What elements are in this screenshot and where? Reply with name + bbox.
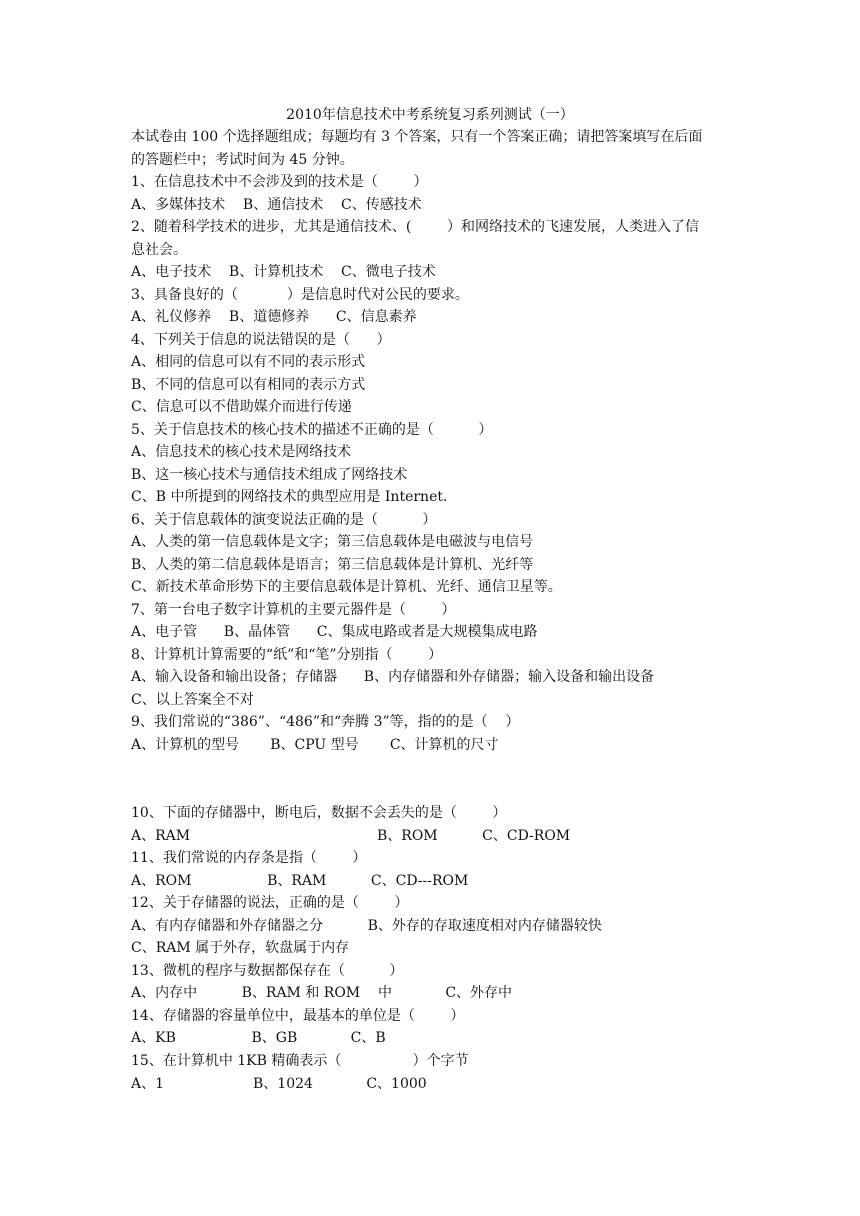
question-line: A、计算机的型号 B、CPU 型号 C、计算机的尺寸 [131, 737, 499, 753]
question-line: 12、关于存储器的说法，正确的是（ ） [131, 895, 409, 911]
question-line: 11、我们常说的内存条是指（ ） [131, 850, 367, 866]
question-line: A、礼仪修养 B、道德修养 C、信息素养 [131, 309, 417, 325]
question-line: 10、下面的存储器中，断电后，数据不会丢失的是（ ） [131, 805, 507, 821]
question-line: C、B 中所提到的网络技术的典型应用是 Internet. [131, 489, 448, 505]
question-line: A、ROM B、RAM C、CD---ROM [131, 873, 469, 889]
question-line: 9、我们常说的“386”、“486”和“奔腾 3”等，指的的是（ ） [131, 714, 520, 730]
question-line: A、RAM B、ROM C、CD-ROM [131, 828, 571, 844]
question-line: 13、微机的程序与数据都保存在（ ） [131, 963, 404, 979]
question-line: C、以上答案全不对 [131, 692, 254, 708]
question-line: A、信息技术的核心技术是网络技术 [131, 444, 352, 460]
intro-line: 的答题栏中；考试时间为 45 分钟。 [131, 152, 354, 168]
question-line: 15、在计算机中 1KB 精确表示（ ）个字节 [131, 1053, 469, 1069]
question-line: 1、在信息技术中不会涉及到的技术是（ ） [131, 174, 428, 190]
question-line: B、这一核心技术与通信技术组成了网络技术 [131, 467, 408, 483]
question-line: A、电子技术 B、计算机技术 C、微电子技术 [131, 264, 436, 280]
question-line: 6、关于信息载体的演变说法正确的是（ ） [131, 512, 437, 528]
question-line: A、输入设备和输出设备；存储器 B、内存储器和外存储器；输入设备和输出设备 [131, 669, 655, 685]
question-line: A、1 B、1024 C、1000 [131, 1076, 427, 1092]
question-line: A、相同的信息可以有不同的表示形式 [131, 354, 366, 370]
question-line: 8、计算机计算需要的“纸”和“笔”分别指（ ） [131, 647, 443, 663]
intro-line: 本试卷由 100 个选择题组成；每题均有 3 个答案，只有一个答案正确；请把答案填写在后面 [131, 129, 703, 145]
question-line: B、人类的第二信息载体是语言；第三信息载体是计算机、光纤等 [131, 557, 534, 573]
question-line: C、RAM 属于外存，软盘属于内存 [131, 940, 350, 956]
question-line: C、信息可以不借助媒介而进行传递 [131, 399, 352, 415]
question-line: 14、存储器的容量单位中，最基本的单位是（ ） [131, 1008, 465, 1024]
question-line: A、人类的第一信息载体是文字；第三信息载体是电磁波与电信号 [131, 534, 534, 550]
question-line: A、内存中 B、RAM 和 ROM 中 C、外存中 [131, 985, 513, 1001]
question-line: 3、具备良好的（ ）是信息时代对公民的要求。 [131, 287, 469, 303]
question-line: A、电子管 B、晶体管 C、集成电路或者是大规模集成电路 [131, 624, 538, 640]
question-line: 2、随着科学技术的进步，尤其是通信技术、( ）和网络技术的飞速发展，人类进入了信 [131, 219, 699, 235]
page-title: 2010年信息技术中考系统复习系列测试（一） [286, 107, 574, 123]
question-line: 7、第一台电子数字计算机的主要元器件是（ ） [131, 602, 456, 618]
question-line: 息社会。 [131, 242, 187, 258]
question-line: 5、关于信息技术的核心技术的描述不正确的是（ ） [131, 422, 493, 438]
question-line: C、新技术革命形势下的主要信息载体是计算机、光纤、通信卫星等。 [131, 579, 562, 595]
question-line: A、KB B、GB C、B [131, 1030, 386, 1046]
question-line: A、多媒体技术 B、通信技术 C、传感技术 [131, 197, 422, 213]
question-line: A、有内存储器和外存储器之分 B、外存的存取速度相对内存储器较快 [131, 918, 602, 934]
question-line: 4、下列关于信息的说法错误的是（ ） [131, 332, 391, 348]
question-line: B、不同的信息可以有相同的表示方式 [131, 377, 366, 393]
